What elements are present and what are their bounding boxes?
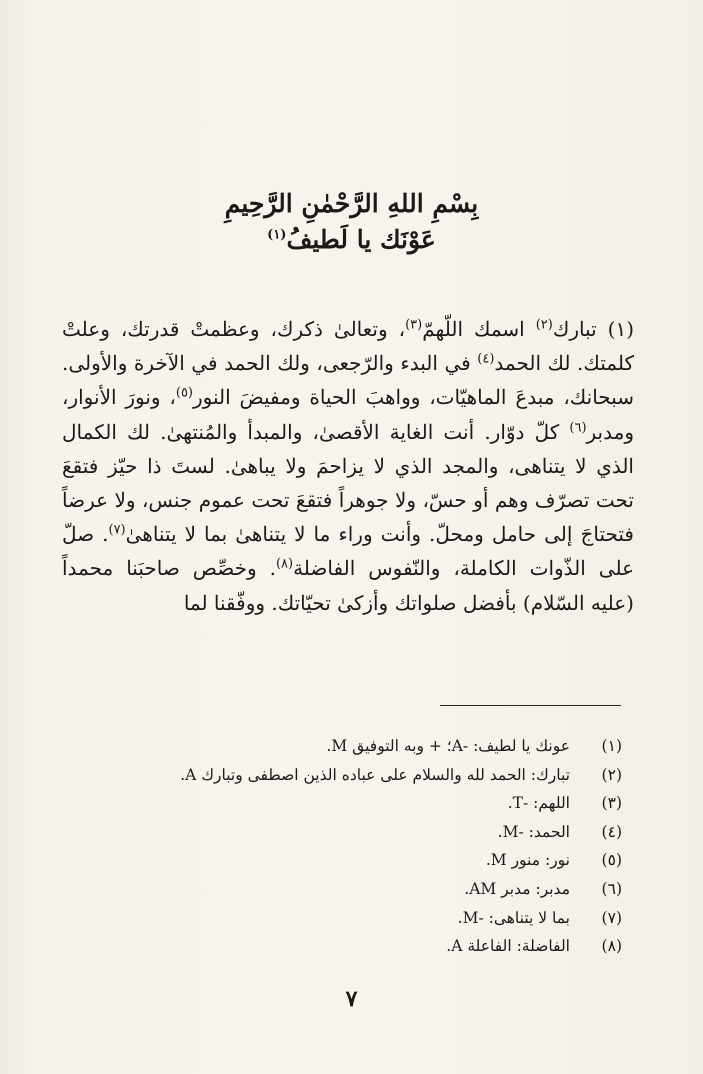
footnote-item: [110, 732, 622, 761]
footnote-text: الحمد: -M.: [497, 822, 570, 841]
footnote-item: [110, 818, 622, 847]
footnote-item: [110, 846, 622, 875]
subtitle-heading: [60, 222, 643, 258]
footnote-text: الفاضلة: الفاعلة A.: [446, 937, 570, 956]
footnote-number: (١): [601, 737, 622, 755]
text-segment: اسمك اللّهمّ: [422, 317, 536, 341]
footnote-text: مدبر: مدبر AM.: [464, 879, 570, 898]
subtitle-footnote-marker: (١): [267, 227, 287, 243]
footnote-text: اللهم: -T.: [507, 794, 570, 813]
page-number: ٧: [345, 986, 358, 1012]
text-segment: . صلّ على الذّوات الكاملة، والنّفوس الفاضلة: [62, 522, 635, 581]
page-header: [60, 186, 643, 258]
footnote-marker: (٢): [535, 317, 553, 333]
footnote-marker: (٧): [108, 522, 126, 538]
main-paragraph: [62, 312, 634, 620]
footnote-item: [110, 761, 622, 790]
footnote-marker: (٦): [569, 419, 587, 435]
footnote-number: (٨): [601, 937, 622, 956]
footnote-text: تبارك: الحمد لله والسلام على عباده الذين اصطفى وتبارك A.: [180, 765, 570, 784]
footnote-item: [110, 904, 622, 933]
footnote-number: (٤): [601, 822, 622, 841]
footnotes-list: [110, 732, 622, 961]
footnote-item: [110, 932, 622, 961]
footnote-text: بما لا يتناهى: -M.: [457, 908, 570, 927]
text-segment: . وخصِّص صاحبَنا محمداً (عليه السّلام) بأفضل صلواتك وأزكىٰ تحيّاتك. ووفّقنا لما: [62, 556, 634, 615]
footnote-number: (٥): [601, 851, 622, 870]
footnote-item: [110, 789, 622, 818]
text-segment: ، ونورَ الأنوار، ومدبر: [62, 385, 634, 444]
footnote-marker: (٣): [405, 317, 423, 333]
footnote-number: (٧): [601, 908, 622, 927]
paragraph-text: [62, 312, 634, 620]
footnote-marker: (٤): [477, 351, 495, 367]
footnote-text: عونك يا لطيف: -A؛ + وبه التوفيق M.: [326, 737, 570, 755]
footnote-number: (٣): [601, 794, 622, 813]
footnote-marker: (٨): [275, 556, 294, 572]
basmala-heading: بِسْمِ اللهِ الرَّحْمٰنِ الرَّحِيمِ: [224, 189, 479, 218]
footnote-divider: [440, 705, 621, 706]
footnote-number: (٢): [601, 765, 622, 784]
footnote-item: [110, 875, 622, 904]
text-segment: في البدء والرّجعى، ولك الحمد في الآخرة والأولى. سبحانك، مبدعَ الماهيّات، وواهبَ الحياة ومفيضَ النور: [62, 351, 634, 410]
text-segment: (١) تبارك: [552, 317, 634, 341]
subtitle-text: عَوْنَك يا لَطيفُ: [286, 225, 436, 254]
footnote-text: نور: منور M.: [485, 851, 570, 870]
text-segment: كلّ دوّار. أنت الغاية الأقصىٰ، والمبدأ والمُنتهىٰ. لك الكمال الذي لا يتناهى، والمجد الذي لا يزاحمَ ولا يباهىٰ. لستَ ذا حيّز فتقعَ تحت تصرّف وهم أو حسّ، ولا جوهراً فتقعَ تحت عموم جنس، ولا عرضاً فتحتاجَ إلى حامل ومحلّ. وأنت وراء ما لا يتناهىٰ بما لا يتناهىٰ: [62, 419, 634, 547]
footnote-marker: (٥): [175, 385, 193, 401]
text-segment: ، وتعالىٰ ذكرك، وعظمتْ قدرتك، وعلتْ كلمتك. لك الحمد: [62, 317, 634, 376]
footnote-number: (٦): [601, 879, 622, 898]
